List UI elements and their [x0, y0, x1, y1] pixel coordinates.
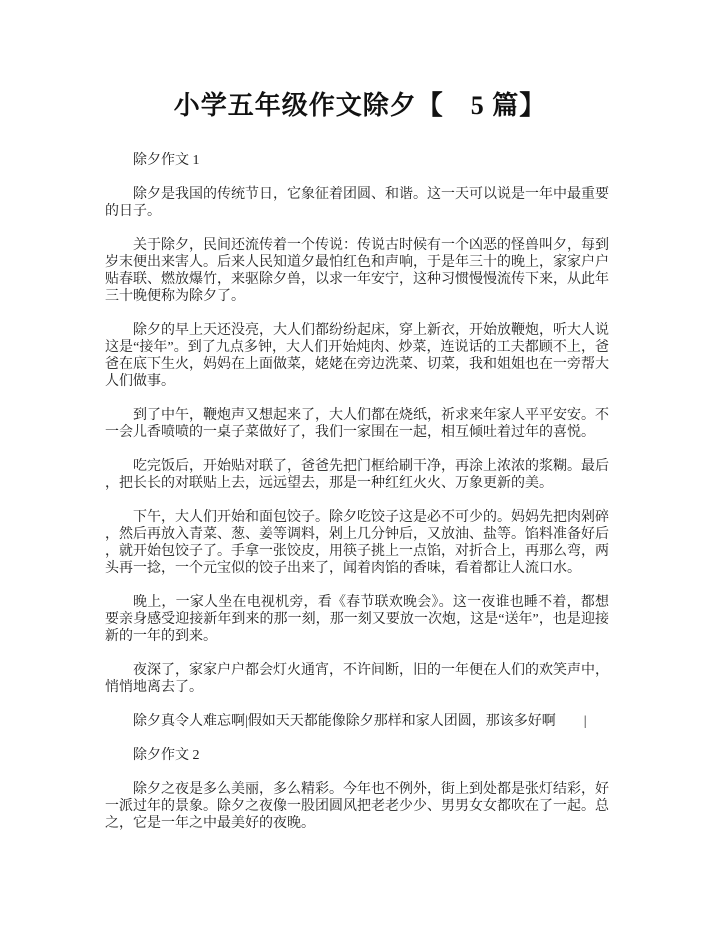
document-title: 小学五年级作文除夕【 5 篇】 — [173, 91, 547, 120]
essay-1-heading: 除夕作文 1 — [133, 153, 200, 168]
essay-paragraph: 关于除夕，民间还流传着一个传说：传说古时候有一个凶恶的怪兽叫夕，每到岁末便出来害人。后来人民知道夕最怕红色和声响，于是年三十的晚上，家家户户贴春联、燃放爆竹，来驱除夕兽，以求一年安宁，这种习惯慢慢流传下来，从此年三十晚便称为除夕了。 — [105, 238, 609, 304]
essay-paragraph: 吃完饭后，开始贴对联了，爸爸先把门框给刷干净，再涂上浓浓的浆糊。最后，把长长的对联贴上去，远远望去，那是一种红红火火、万象更新的美。 — [105, 459, 609, 491]
essay-paragraph: 下午，大人们开始和面包饺子。除夕吃饺子这是必不可少的。妈妈先把肉剁碎，然后再放入青菜、葱、姜等调料，剁上几分钟后，又放油、盐等。馅料准备好后，就开始包饺子了。手拿一张饺皮，用筷子挑上一点馅，对折合上，再那么弯，两头再一捻，一个元宝似的饺子出来了，闻着肉馅的香味，看着都让人流口水。 — [105, 510, 609, 576]
essay-paragraph: 晚上，一家人坐在电视机旁，看《春节联欢晚会》。这一夜谁也睡不着，都想要亲身感受迎接新年到来的那一刻，那一刻又要放一次炮，这是“送年”，也是迎接新的一年的到来。 — [105, 595, 609, 644]
essay-paragraph: 除夕的早上天还没亮，大人们都纷纷起床，穿上新衣，开始放鞭炮，听大人说这是“接年”。到了九点多钟，大人们开始炖肉、炒菜，连说话的工夫都顾不上，爸爸在底下生火，妈妈在上面做菜，姥姥在旁边洗菜、切菜，我和姐姐也在一旁帮大人们做事。 — [105, 323, 609, 389]
essay-paragraph: 除夕之夜是多么美丽，多么精彩。今年也不例外，街上到处都是张灯结彩，好一派过年的景象。除夕之夜像一股团圆风把老老少少、男男女女都吹在了一起。总之，它是一年之中最美好的夜晚。 — [105, 782, 609, 831]
essay-paragraph: 除夕真令人难忘啊|假如天天都能像除夕那样和家人团圆，那该多好啊 | — [133, 714, 587, 729]
essay-paragraph: 到了中午，鞭炮声又想起来了，大人们都在烧纸，祈求来年家人平平安安。不一会儿香喷喷的一桌子菜做好了，我们一家围在一起，相互倾吐着过年的喜悦。 — [105, 408, 609, 440]
essay-paragraph: 夜深了，家家户户都会灯火通宵，不许间断，旧的一年便在人们的欢笑声中，悄悄地离去了。 — [105, 663, 609, 695]
essay-2-heading: 除夕作文 2 — [133, 748, 200, 763]
essay-paragraph: 除夕是我国的传统节日，它象征着团圆、和谐。这一天可以说是一年中最重要的日子。 — [105, 187, 609, 219]
document-body — [105, 152, 609, 832]
